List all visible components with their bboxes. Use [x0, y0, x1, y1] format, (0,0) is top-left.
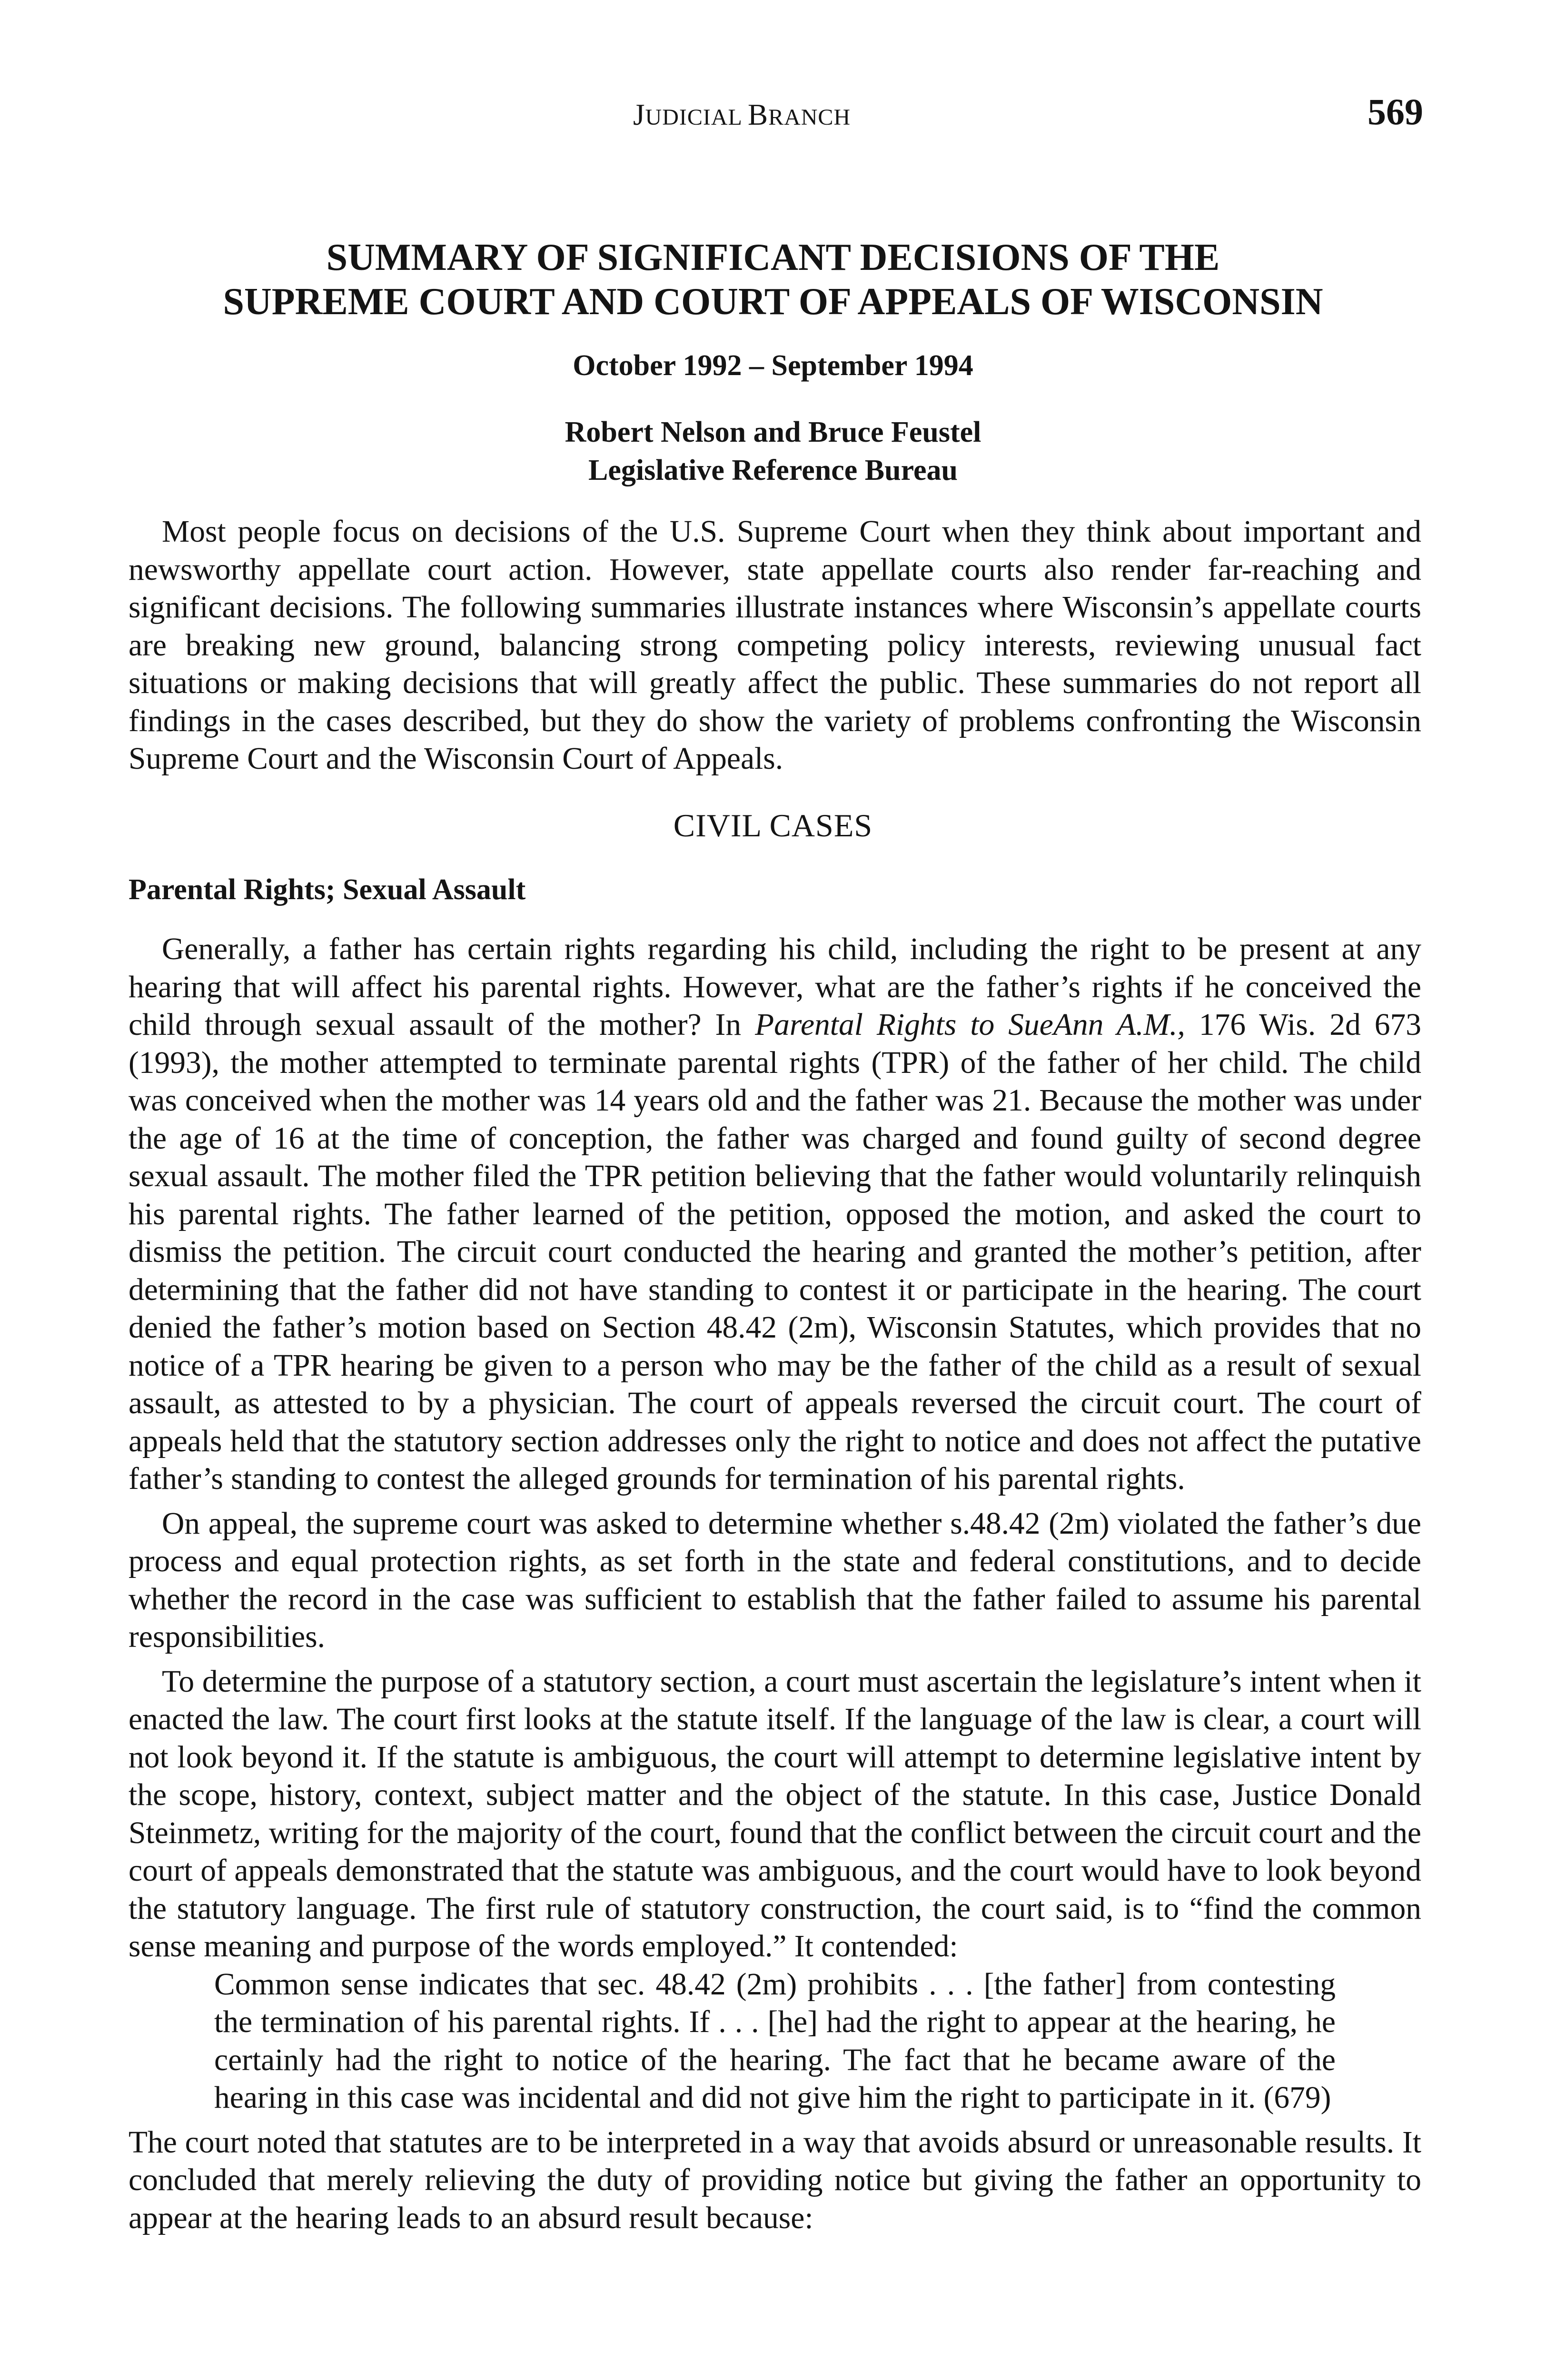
paragraph-1-text-a: Generally, a father has certain rights regarding his child, including the right to be present at any hearing that will affect his parental rights. However, what are the father’s rights if he conceived the child through sexual assault of the mother? In [129, 932, 1421, 1042]
date-range: October 1992 – September 1994 [573, 349, 973, 382]
running-head-cap-j: J [633, 98, 645, 131]
main-body [129, 931, 1421, 2237]
intro-section [129, 513, 1421, 778]
title-line-1: SUMMARY OF SIGNIFICANT DECISIONS OF THE [326, 237, 1220, 278]
running-head [633, 98, 851, 132]
page-number: 569 [1368, 91, 1423, 132]
paragraph-1 [129, 931, 1421, 1498]
paragraph-2: On appeal, the supreme court was asked to determine whether s.48.42 (2m) violated the father’s due process and equal protection rights, as set forth in the state and federal constitutions, and to decide whether the record in the case was sufficient to establish that the father failed to assume his parental responsibilities. [129, 1506, 1421, 1654]
paragraph-3: To determine the purpose of a statutory section, a court must ascertain the legislature’s intent when it enacted the law. The court first looks at the statute itself. If the language of the law is clear, a court will not look beyond it. If the statute is ambiguous, the court will attempt to determine legislative intent by the scope, history, context, subject matter and the object of the statute. In this case, Justice Donald Steinmetz, writing for the majority of the court, found that the conflict between the circuit court and the court of appeals demonstrated that the statute was ambiguous, and the court would have to look beyond the statutory language. The first rule of statutory construction, the court said, is to “find the common sense meaning and purpose of the words employed.” It contended: [129, 1664, 1421, 1964]
running-head-smallcaps-1: UDICIAL [645, 105, 748, 130]
paragraph-1-text-b: 176 Wis. 2d 673 (1993), the mother attempted to terminate parental rights (TPR) of the father of her child. The child was conceived when the mother was 14 years old and the father was 21. Because the mother was under the age of 16 at the time of conception, the father was charged and found guilty of second degree sexual assault. The mother filed the TPR petition believing that the father would voluntarily relinquish his parental rights. The father learned of the petition, opposed the motion, and asked the court to dismiss the petition. The circuit court conducted the hearing and granted the mother’s petition, after determining that the father did not have standing to contest it or participate in the hearing. The court denied the father’s motion based on Section 48.42 (2m), Wisconsin Statutes, which provides that no notice of a TPR hearing be given to a person who may be the father of the child as a result of sexual assault, as attested to by a physician. The court of appeals reversed the circuit court. The court of appeals held that the statutory section addresses only the right to notice and does not affect the putative father’s standing to contest the alleged grounds for termination of his parental rights. [129, 1008, 1421, 1496]
affiliation: Legislative Reference Bureau [588, 454, 958, 486]
title-line-2: SUPREME COURT AND COURT OF APPEALS OF WISCONSIN [223, 281, 1323, 323]
running-head-cap-b: B [748, 98, 769, 131]
authors: Robert Nelson and Bruce Feustel [565, 416, 981, 448]
paragraph-4: The court noted that statutes are to be interpreted in a way that avoids absurd or unreasonable results. It concluded that merely relieving the duty of providing notice but giving the father an opportunity to appear at the hearing leads to an absurd result because: [129, 2125, 1421, 2235]
subsection-heading: Parental Rights; Sexual Assault [129, 873, 526, 906]
document-title [0, 236, 1546, 324]
case-citation: Parental Rights to SueAnn A.M., [755, 1008, 1185, 1042]
block-quote: Common sense indicates that sec. 48.42 (2m) prohibits . . . [the father] from contesting the termination of his parental rights. If . . . [he] had the right to appear at the hearing, he certainly had the right to notice of the hearing. The fact that he became aware of the hearing in this case was incidental and did not give him the right to participate in it. (679) [214, 1967, 1336, 2115]
byline [0, 413, 1546, 489]
intro-paragraph: Most people focus on decisions of the U.S. Supreme Court when they think about important and newsworthy appellate court action. However, state appellate courts also render far-reaching and significant decisions. The following summaries illustrate instances where Wisconsin’s appellate courts are breaking new ground, balancing strong competing policy interests, reviewing unusual fact situations or making decisions that will greatly affect the public. These summaries do not report all findings in the cases described, but they do show the variety of problems confronting the Wisconsin Supreme Court and the Wisconsin Court of Appeals. [129, 515, 1421, 776]
section-heading: CIVIL CASES [673, 807, 873, 843]
running-head-smallcaps-2: RANCH [768, 105, 851, 130]
